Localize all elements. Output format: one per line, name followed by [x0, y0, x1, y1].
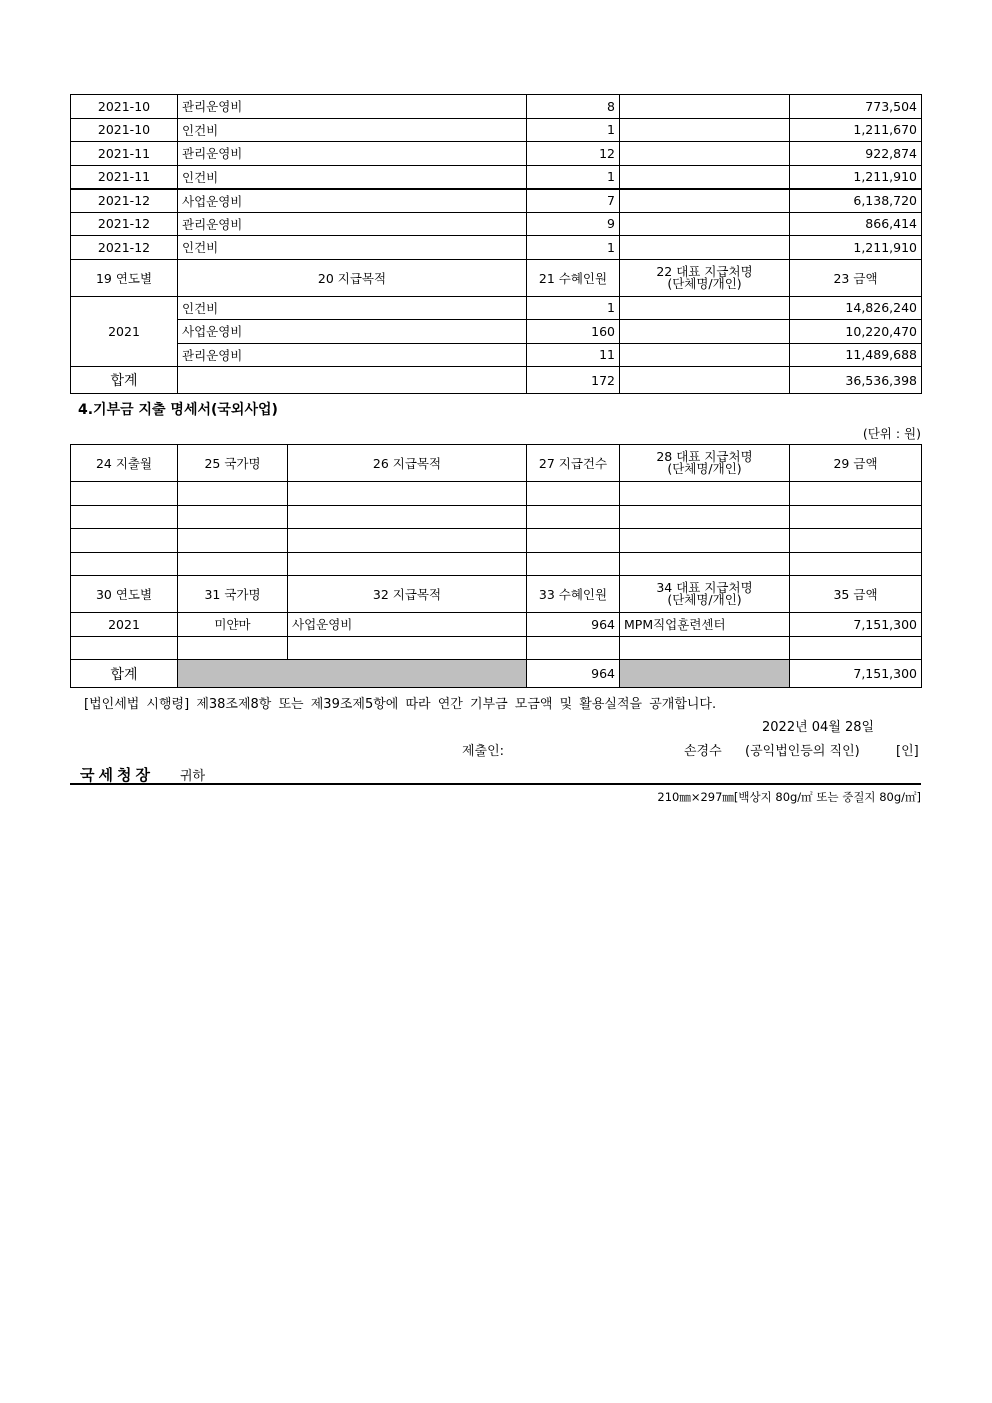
amount-cell: 6,138,720 [790, 189, 922, 213]
unit-label: (단위 : 원) [862, 426, 921, 441]
purpose-header: 26 지급목적 [288, 445, 527, 482]
recipient-suffix: 귀하 [180, 769, 206, 784]
year-header: 30 연도별 [71, 576, 178, 613]
total-shaded-recipient [620, 660, 790, 688]
table-row [71, 613, 922, 637]
empty-row [71, 505, 922, 529]
recipient-office: 국세청장 [80, 766, 154, 784]
count-cell: 8 [527, 95, 620, 119]
recipient-cell [620, 320, 790, 344]
recipient-header-line2: (단체명/개인) [667, 461, 742, 476]
year-header: 19 연도별 [71, 259, 178, 296]
month-header: 24 지출월 [71, 445, 178, 482]
count-cell: 1 [527, 296, 620, 320]
month-cell: 2021-11 [71, 142, 178, 166]
month-cell: 2021-10 [71, 118, 178, 142]
recipient-cell: MPM직업훈련센터 [620, 613, 790, 637]
empty-row [71, 482, 922, 506]
recipient-header [620, 259, 790, 296]
footer-divider [70, 783, 921, 785]
recipient-header-line1: 34 대표 지급처명 [656, 580, 753, 595]
table-row [71, 142, 922, 166]
purpose-cell: 인건비 [178, 165, 527, 189]
purpose-cell: 관리운영비 [178, 142, 527, 166]
purpose-header: 32 지급목적 [288, 576, 527, 613]
purpose-cell: 인건비 [178, 118, 527, 142]
table-row [71, 296, 922, 320]
count-header: 33 수혜인원 [527, 576, 620, 613]
purpose-cell: 사업운영비 [288, 613, 527, 637]
count-cell: 1 [527, 165, 620, 189]
empty-row [71, 636, 922, 660]
table-row [71, 118, 922, 142]
empty-row [71, 529, 922, 553]
total-amount: 36,536,398 [790, 367, 922, 394]
recipient-header [620, 445, 790, 482]
recipient-cell [620, 212, 790, 236]
count-cell: 1 [527, 236, 620, 260]
purpose-cell: 사업운영비 [178, 189, 527, 213]
amount-cell: 1,211,910 [790, 165, 922, 189]
total-count: 172 [527, 367, 620, 394]
count-cell: 964 [527, 613, 620, 637]
amount-cell: 866,414 [790, 212, 922, 236]
month-cell: 2021-10 [71, 95, 178, 119]
amount-cell: 7,151,300 [790, 613, 922, 637]
table-row [71, 212, 922, 236]
count-cell: 7 [527, 189, 620, 213]
recipient-cell [620, 142, 790, 166]
total-label: 합계 [71, 660, 178, 688]
count-cell: 1 [527, 118, 620, 142]
purpose-cell: 인건비 [178, 236, 527, 260]
recipient-header-line2: (단체명/개인) [667, 592, 742, 607]
amount-cell: 1,211,670 [790, 118, 922, 142]
recipient-header [620, 576, 790, 613]
month-cell: 2021-12 [71, 212, 178, 236]
table-row [71, 320, 922, 344]
domestic-expenditure-table [70, 94, 922, 394]
amount-cell: 11,489,688 [790, 343, 922, 367]
total-row [71, 367, 922, 394]
purpose-cell: 관리운영비 [178, 343, 527, 367]
table-row [71, 165, 922, 189]
country-header: 25 국가명 [178, 445, 288, 482]
table-row [71, 95, 922, 119]
month-cell: 2021-12 [71, 189, 178, 213]
count-header: 27 지급건수 [527, 445, 620, 482]
amount-cell: 14,826,240 [790, 296, 922, 320]
year-cell: 2021 [71, 613, 178, 637]
submitter-role: (공익법인등의 직인) [745, 744, 860, 759]
table-row [71, 236, 922, 260]
table-row [71, 189, 922, 213]
paper-spec: 210㎜×297㎜[백상지 80g/㎡ 또는 중질지 80g/㎡] [657, 790, 921, 804]
submitter-name: 손경수 [684, 744, 722, 759]
month-cell: 2021-12 [71, 236, 178, 260]
recipient-cell [620, 343, 790, 367]
purpose-cell: 관리운영비 [178, 212, 527, 236]
month-cell: 2021-11 [71, 165, 178, 189]
recipient-header-line1: 22 대표 지급처명 [656, 263, 753, 279]
count-cell: 160 [527, 320, 620, 344]
amount-cell: 922,874 [790, 142, 922, 166]
annual-header-row [71, 259, 922, 296]
purpose-cell: 사업운영비 [178, 320, 527, 344]
count-header: 21 수혜인원 [527, 259, 620, 296]
annual-year-cell: 2021 [71, 296, 178, 367]
country-cell: 미얀마 [178, 613, 288, 637]
overseas-expenditure-table [70, 444, 922, 688]
amount-header: 29 금액 [790, 445, 922, 482]
amount-header: 23 금액 [790, 259, 922, 296]
total-amount: 7,151,300 [790, 660, 922, 688]
seal-mark: [인] [896, 744, 919, 759]
purpose-cell: 관리운영비 [178, 95, 527, 119]
recipient-cell [620, 118, 790, 142]
table-row [71, 343, 922, 367]
recipient-cell [620, 95, 790, 119]
recipient-cell [620, 236, 790, 260]
submission-date: 2022년 04월 28일 [762, 720, 875, 735]
amount-cell: 1,211,910 [790, 236, 922, 260]
annual-header-row [71, 576, 922, 613]
purpose-cell: 인건비 [178, 296, 527, 320]
count-cell: 12 [527, 142, 620, 166]
total-row [71, 660, 922, 688]
count-cell: 9 [527, 212, 620, 236]
monthly-header-row [71, 445, 922, 482]
recipient-header-line2: (단체명/개인) [667, 275, 742, 291]
recipient-cell [620, 165, 790, 189]
amount-cell: 10,220,470 [790, 320, 922, 344]
total-shaded-cell [178, 660, 527, 688]
recipient-cell [620, 189, 790, 213]
recipient-cell [620, 296, 790, 320]
legal-notice: [법인세법 시행령] 제38조제8항 또는 제39조제5항에 따라 연간 기부금 모금액 및 활용실적을 공개합니다. [84, 697, 717, 712]
section-title: 4.기부금 지출 명세서(국외사업) [78, 402, 278, 418]
total-purpose-cell [178, 367, 527, 394]
purpose-header: 20 지급목적 [178, 259, 527, 296]
amount-cell: 773,504 [790, 95, 922, 119]
submitter-label: 제출인: [462, 744, 505, 759]
empty-row [71, 552, 922, 576]
amount-header: 35 금액 [790, 576, 922, 613]
total-count: 964 [527, 660, 620, 688]
total-label: 합계 [71, 367, 178, 394]
recipient-header-line1: 28 대표 지급처명 [656, 449, 753, 464]
country-header: 31 국가명 [178, 576, 288, 613]
count-cell: 11 [527, 343, 620, 367]
total-recipient-cell [620, 367, 790, 394]
